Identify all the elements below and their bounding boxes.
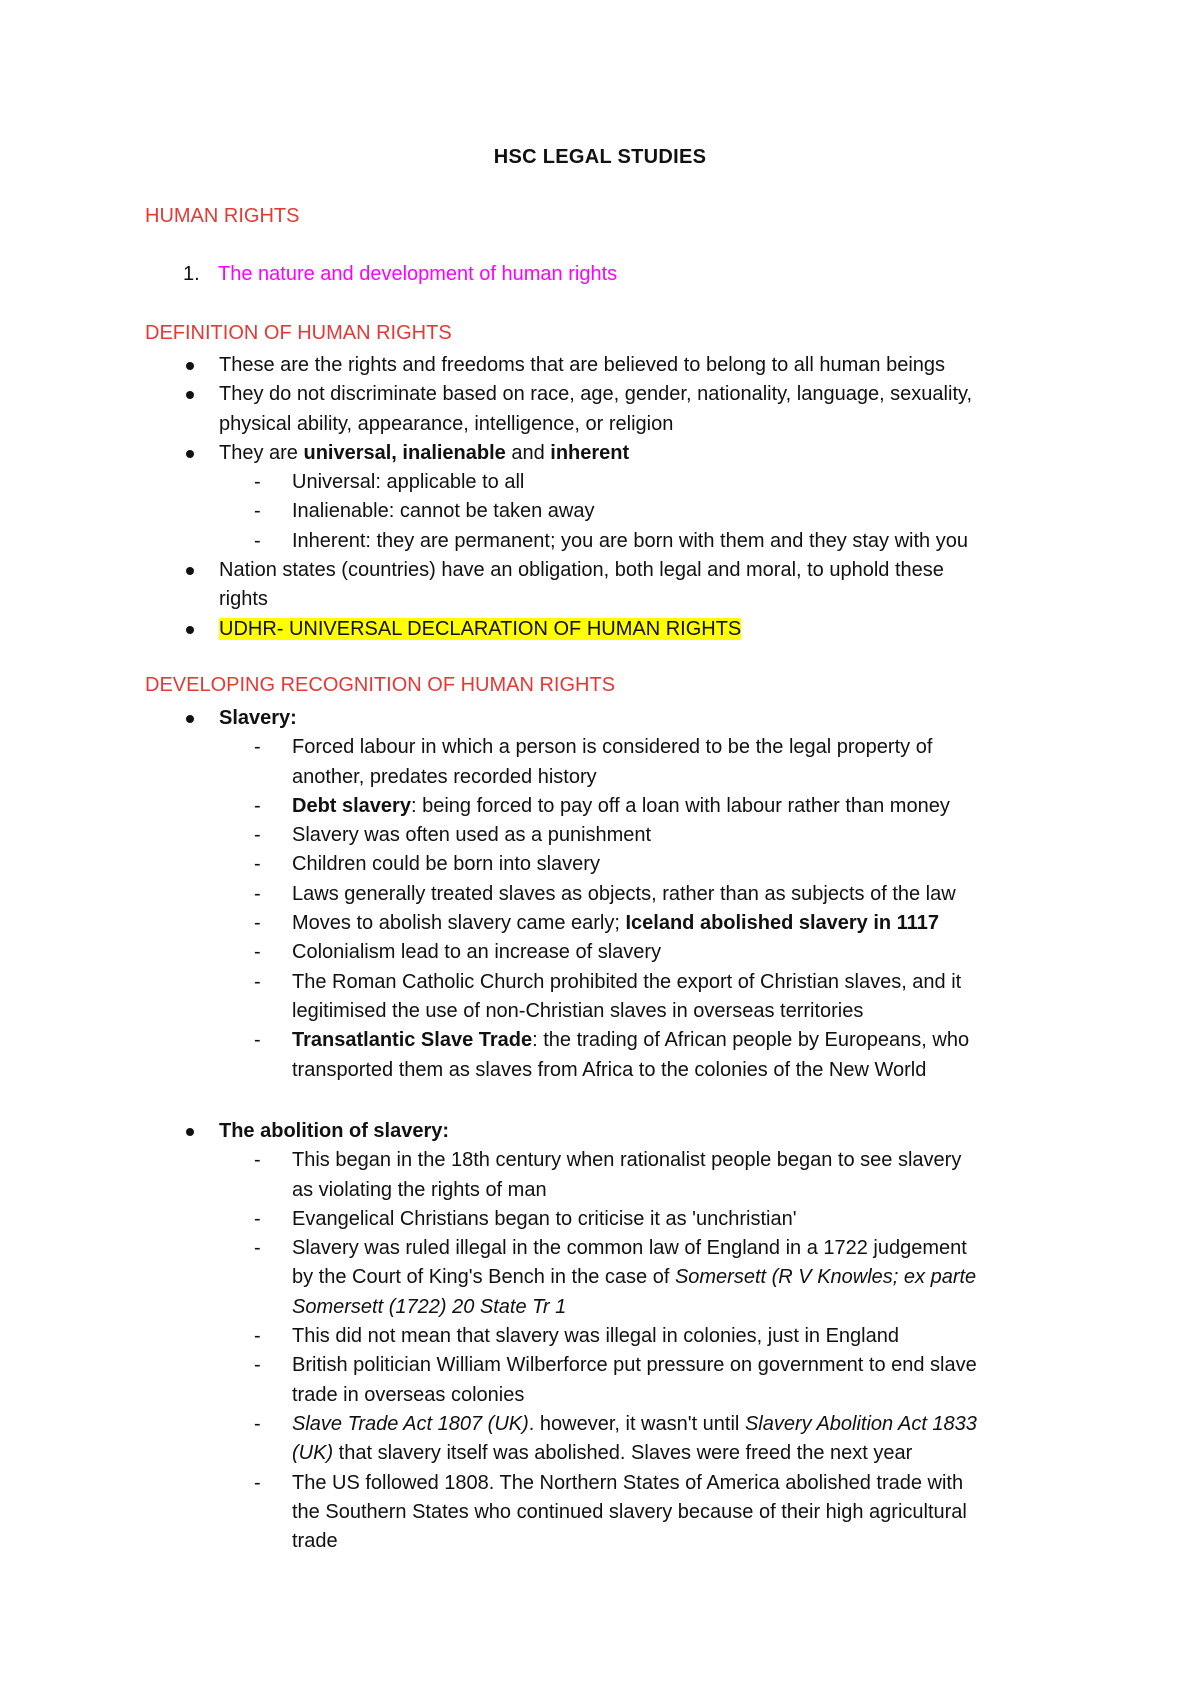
definition-heading: DEFINITION OF HUMAN RIGHTS [145,322,452,344]
bullet-icon [186,450,194,458]
sub-list-item: - Moves to abolish slavery came early; Iceland abolished slavery in 1117 [0,909,1200,938]
dash-icon: - [254,824,261,847]
udhr-highlight: UDHR- UNIVERSAL DECLARATION OF HUMAN RIGHTS [219,617,742,640]
bullet-icon [186,715,194,723]
list-item-highlighted [0,615,1200,644]
sub-list-item: - Colonialism lead to an increase of slavery [0,938,1200,967]
document-title: HSC LEGAL STUDIES [493,146,707,168]
dash-icon: - [254,1149,261,1172]
bullet-icon [186,1128,194,1136]
list-item: They are universal, inalienable and inherent [0,439,1200,468]
dash-icon: - [254,1325,261,1348]
dash-icon: - [254,1207,261,1230]
sub-list-item: - Children could be born into slavery [0,850,1200,879]
sub-list-item-continued: by the Court of King's Bench in the case of Somersett (R V Knowles; ex parte [292,1266,977,1289]
sub-list-item-continued: trade [292,1530,338,1553]
sub-list-item-continued: the Southern States who continued slavery because of their high agricultural [292,1500,967,1523]
dash-icon: - [254,1354,261,1377]
list-item-continued: rights [219,588,268,611]
dash-icon: - [254,736,261,759]
sub-list-item: - Slavery was often used as a punishment [0,821,1200,850]
sub-list-item: - The Roman Catholic Church prohibited the export of Christian slaves, and it [0,968,1200,997]
numbered-item [183,263,617,286]
bullet-icon [186,626,194,634]
sub-list-item: - This did not mean that slavery was illegal in colonies, just in England [0,1322,1200,1351]
sub-list-item: - Transatlantic Slave Trade: the trading of African people by Europeans, who [0,1026,1200,1055]
dash-icon: - [254,1471,261,1494]
bullet-icon [186,362,194,370]
numbered-item-text: The nature and development of human rights [218,263,618,285]
dash-icon: - [254,471,261,494]
sub-list-item-continued: (UK) that slavery itself was abolished. Slaves were freed the next year [292,1442,913,1465]
sub-list-item: - Inalienable: cannot be taken away [0,497,1200,526]
sub-list-item: - Forced labour in which a person is considered to be the legal property of [0,733,1200,762]
bullet-icon [186,391,194,399]
sub-list-item-continued: another, predates recorded history [292,765,597,788]
dash-icon: - [254,1412,261,1435]
dash-icon: - [254,794,261,817]
sub-list-item-continued: as violating the rights of man [292,1178,547,1201]
sub-list-item-continued: Somersett (1722) 20 State Tr 1 [292,1295,567,1318]
topic-heading: HUMAN RIGHTS [145,205,300,227]
item-number: 1. [183,263,200,285]
list-item: They do not discriminate based on race, age, gender, nationality, language, sexuality, [0,380,1200,409]
sub-list-item-continued: legitimised the use of non-Christian slaves in overseas territories [292,999,864,1022]
sub-list-item: - Evangelical Christians began to criticise it as 'unchristian' [0,1205,1200,1234]
bullet-icon [186,567,194,575]
dash-icon: - [254,970,261,993]
dash-icon: - [254,882,261,905]
sub-list-item: - Universal: applicable to all [0,468,1200,497]
slavery-list [0,704,1200,1085]
dash-icon: - [254,853,261,876]
sub-list-item: - This began in the 18th century when rationalist people began to see slavery [0,1146,1200,1175]
list-item: The abolition of slavery: [0,1117,1200,1146]
sub-list-item: - Laws generally treated slaves as objects, rather than as subjects of the law [0,880,1200,909]
list-item: Slavery: [0,704,1200,733]
dash-icon: - [254,912,261,935]
sub-list-item-continued: trade in overseas colonies [292,1383,525,1406]
definition-list [0,351,1200,644]
abolition-list [0,1117,1200,1556]
dash-icon: - [254,1237,261,1260]
sub-list-item: - Slave Trade Act 1807 (UK). however, it wasn't until Slavery Abolition Act 1833 [0,1410,1200,1439]
developing-heading: DEVELOPING RECOGNITION OF HUMAN RIGHTS [145,674,616,696]
sub-list-item: - Slavery was ruled illegal in the common law of England in a 1722 judgement [0,1234,1200,1263]
sub-list-item: - British politician William Wilberforce put pressure on government to end slave [0,1351,1200,1380]
list-item: Nation states (countries) have an obligation, both legal and moral, to uphold these [0,556,1200,585]
sub-list-item: - Inherent: they are permanent; you are born with them and they stay with you [0,527,1200,556]
dash-icon: - [254,941,261,964]
dash-icon: - [254,1029,261,1052]
sub-list-item: - Debt slavery: being forced to pay off a loan with labour rather than money [0,792,1200,821]
sub-list-item-continued: transported them as slaves from Africa to the colonies of the New World [292,1058,927,1081]
dash-icon: - [254,500,261,523]
dash-icon: - [254,529,261,552]
list-item-continued: physical ability, appearance, intelligence, or religion [219,412,674,435]
sub-list-item: - The US followed 1808. The Northern States of America abolished trade with [0,1469,1200,1498]
list-item: These are the rights and freedoms that are believed to belong to all human beings [0,351,1200,380]
